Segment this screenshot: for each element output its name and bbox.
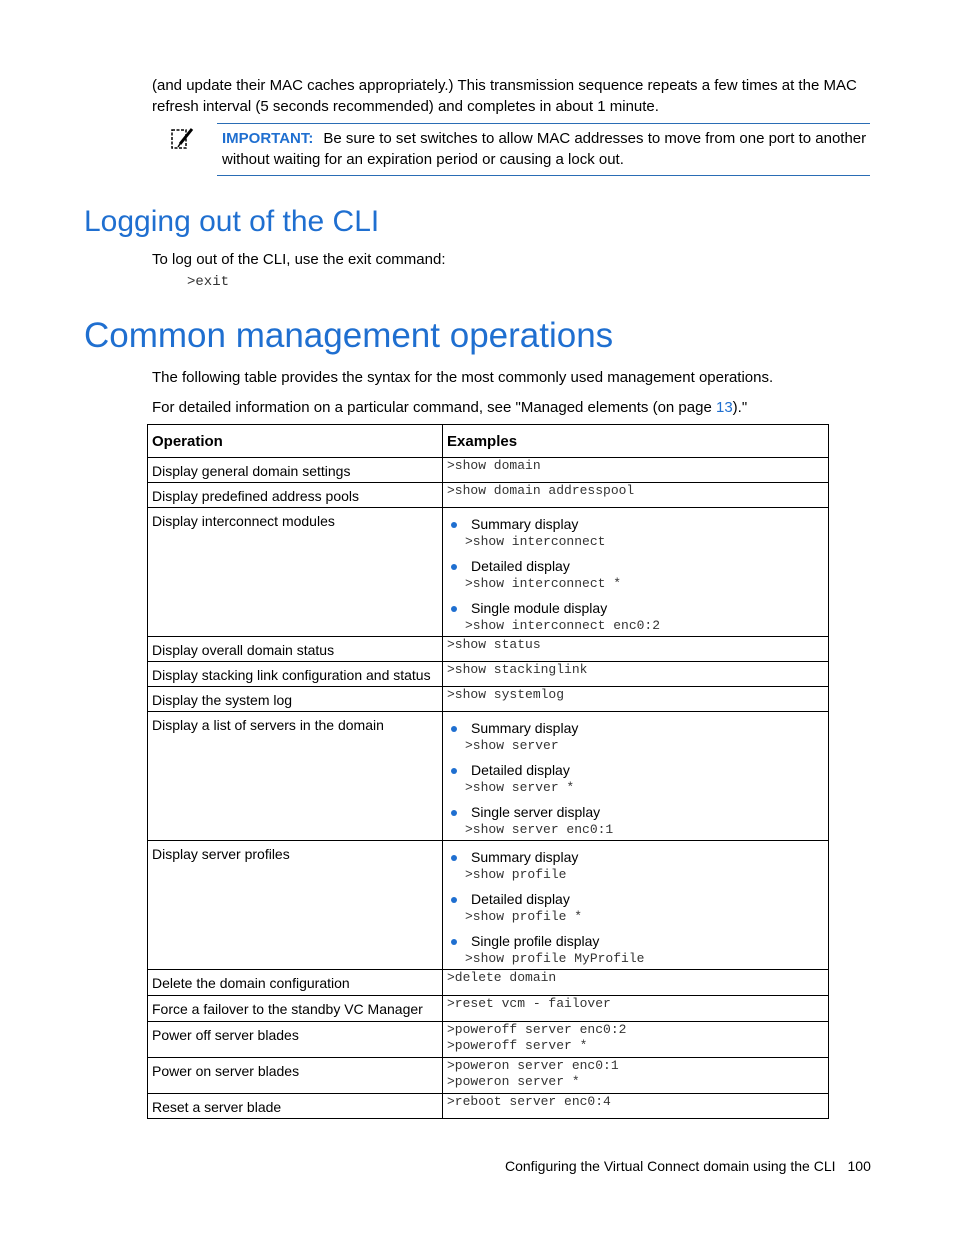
example-cell	[443, 841, 829, 970]
example-command: >show domain addresspool	[447, 483, 635, 498]
example-command: >show systemlog	[447, 687, 565, 702]
operation-cell: Display server profiles	[148, 841, 443, 970]
operation-cell: Display a list of servers in the domain	[148, 712, 443, 841]
operation-cell: Display predefined address pools	[148, 483, 443, 508]
table-row	[148, 996, 829, 1022]
example-list	[447, 841, 824, 967]
table-row	[148, 712, 829, 841]
example-command: >show profile *	[465, 909, 583, 924]
example-cell	[443, 687, 829, 712]
list-item	[447, 925, 824, 967]
bullet-dot-icon	[451, 897, 457, 903]
operation-cell: Display stacking link configuration and status	[148, 662, 443, 687]
example-command: >show interconnect	[465, 534, 606, 549]
example-command: >show status	[447, 637, 541, 652]
section-heading-logout: Logging out of the CLI	[84, 205, 380, 238]
list-item	[447, 754, 824, 796]
note-pencil-icon	[170, 126, 196, 152]
example-label: Detailed display	[471, 762, 570, 778]
bullet-dot-icon	[451, 606, 457, 612]
example-cell	[443, 508, 829, 637]
page-link[interactable]: 13	[715, 399, 733, 416]
intro-paragraph: (and update their MAC caches appropriately.) This transmission sequence repeats a few times at the MAC refresh interval (5 seconds recommended) and completes in about 1 minute.	[152, 77, 857, 115]
bullet-dot-icon	[451, 939, 457, 945]
list-item	[447, 508, 824, 550]
list-item	[447, 841, 824, 883]
example-command: >show stackinglink	[447, 662, 588, 677]
table-row	[148, 1094, 829, 1119]
example-list	[447, 712, 824, 838]
bullet-dot-icon	[451, 768, 457, 774]
table-row	[148, 687, 829, 712]
operations-table	[147, 424, 829, 1119]
example-cell	[443, 1022, 829, 1058]
table-row	[148, 1058, 829, 1094]
example-cell	[443, 662, 829, 687]
logout-text: To log out of the CLI, use the exit command:	[152, 251, 446, 268]
operation-cell: Power on server blades	[148, 1058, 443, 1094]
page-footer	[505, 1158, 871, 1174]
example-cell	[443, 1094, 829, 1119]
bullet-dot-icon	[451, 726, 457, 732]
example-cell	[443, 637, 829, 662]
table-row	[148, 637, 829, 662]
example-command: >reboot server enc0:4	[447, 1094, 611, 1109]
bullet-dot-icon	[451, 522, 457, 528]
operation-cell: Display interconnect modules	[148, 508, 443, 637]
table-row	[148, 1022, 829, 1058]
bullet-dot-icon	[451, 564, 457, 570]
important-label: IMPORTANT:	[222, 130, 314, 147]
column-header-operation: Operation	[148, 425, 443, 458]
example-label: Summary display	[471, 849, 579, 865]
section-heading-common: Common management operations	[84, 316, 614, 355]
important-note	[217, 123, 870, 176]
example-command: >show interconnect *	[465, 576, 622, 591]
example-command: >show server *	[465, 780, 575, 795]
page-number: 100	[847, 1158, 871, 1174]
common-paragraph-2: For detailed information on a particular command, see "Managed elements (on page 13)."	[152, 399, 748, 416]
example-label: Summary display	[471, 720, 579, 736]
common-paragraph-1: The following table provides the syntax for the most commonly used management operations.	[152, 369, 774, 386]
table-row	[148, 841, 829, 970]
operation-cell: Display overall domain status	[148, 637, 443, 662]
bullet-dot-icon	[451, 810, 457, 816]
example-command: >show interconnect enc0:2	[465, 618, 661, 633]
example-label: Single profile display	[471, 933, 600, 949]
list-item	[447, 550, 824, 592]
operation-cell: Delete the domain configuration	[148, 970, 443, 996]
table-header-row	[148, 425, 829, 458]
important-text: Be sure to set switches to allow MAC addresses to move from one port to another without waiting for an expiration period or causing a lock out.	[222, 130, 867, 168]
example-command: >show server enc0:1	[465, 822, 614, 837]
example-cell	[443, 970, 829, 996]
operation-cell: Power off server blades	[148, 1022, 443, 1058]
table-row	[148, 483, 829, 508]
example-cell	[443, 458, 829, 483]
example-command: >poweroff server enc0:2 >poweroff server *	[447, 1022, 627, 1053]
example-list	[447, 508, 824, 634]
list-item	[447, 712, 824, 754]
example-label: Detailed display	[471, 891, 570, 907]
footer-text: Configuring the Virtual Connect domain using the CLI	[505, 1158, 836, 1174]
example-cell	[443, 712, 829, 841]
list-item	[447, 592, 824, 634]
example-command: >show profile	[465, 867, 567, 882]
example-command: >delete domain	[447, 970, 557, 985]
example-cell	[443, 483, 829, 508]
operation-cell: Display the system log	[148, 687, 443, 712]
exit-command: >exit	[187, 274, 230, 290]
list-item	[447, 796, 824, 838]
table-row	[148, 662, 829, 687]
column-header-examples: Examples	[443, 425, 829, 458]
example-command: >show profile MyProfile	[465, 951, 645, 966]
example-cell	[443, 996, 829, 1022]
table-row	[148, 458, 829, 483]
example-command: >show domain	[447, 458, 541, 473]
operation-cell: Display general domain settings	[148, 458, 443, 483]
example-label: Single server display	[471, 804, 601, 820]
example-command: >poweron server enc0:1 >poweron server *	[447, 1058, 619, 1089]
example-command: >reset vcm - failover	[447, 996, 611, 1011]
table-row	[148, 508, 829, 637]
operation-cell: Reset a server blade	[148, 1094, 443, 1119]
example-command: >show server	[465, 738, 559, 753]
example-label: Single module display	[471, 600, 608, 616]
table-row	[148, 970, 829, 996]
operation-cell: Force a failover to the standby VC Manager	[148, 996, 443, 1022]
bullet-dot-icon	[451, 855, 457, 861]
list-item	[447, 883, 824, 925]
example-cell	[443, 1058, 829, 1094]
example-label: Detailed display	[471, 558, 570, 574]
example-label: Summary display	[471, 516, 579, 532]
